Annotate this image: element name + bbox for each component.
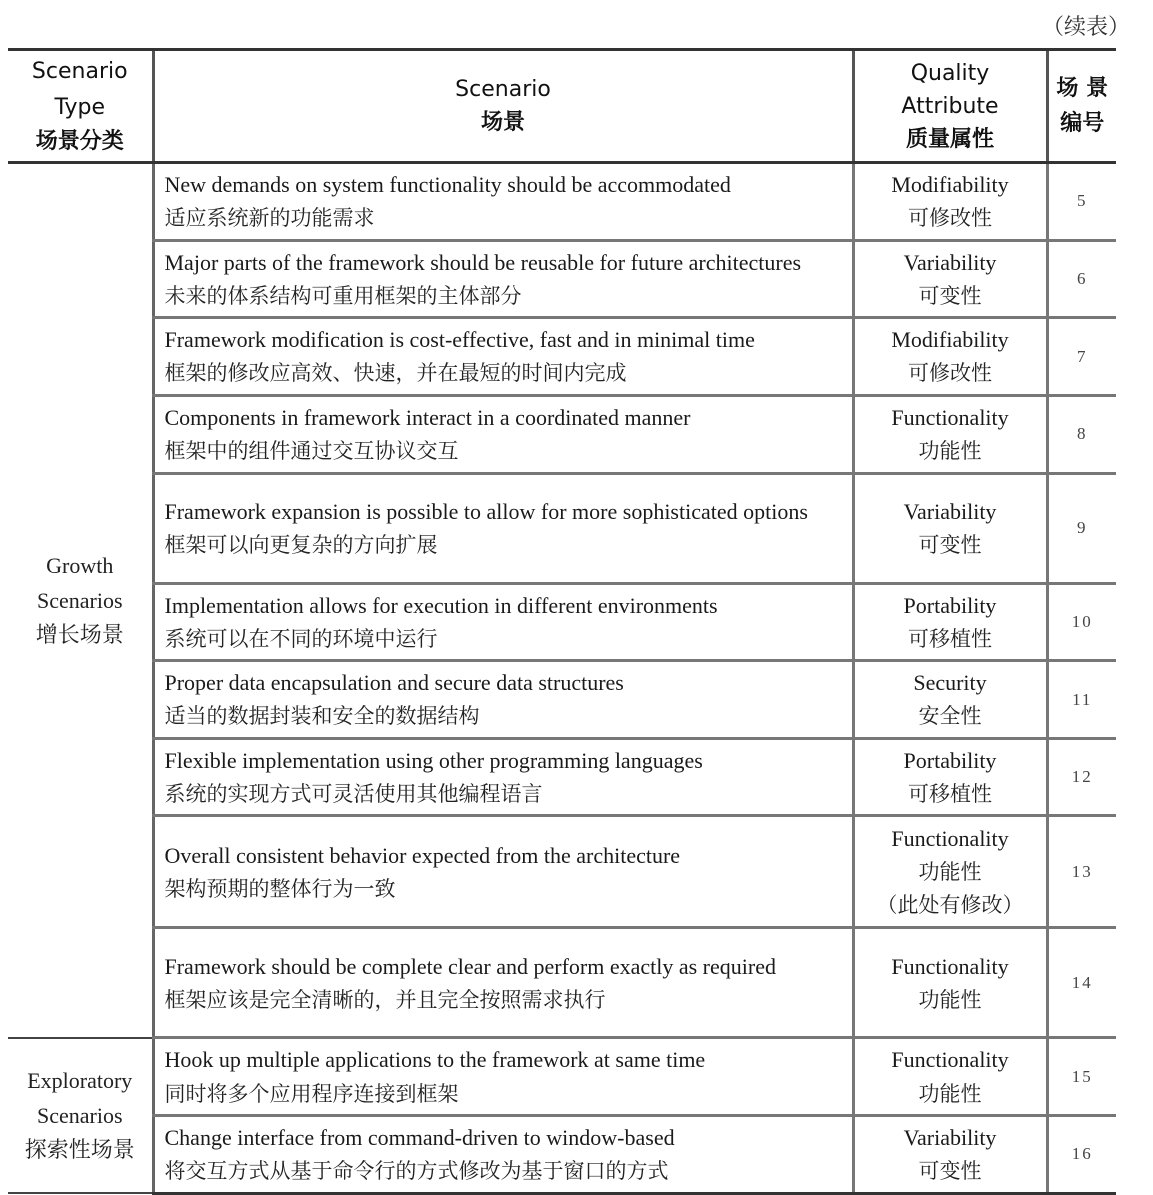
quality-attribute-en: Portability — [903, 747, 997, 773]
scenario-cell — [153, 738, 853, 816]
scenario-type-cell — [8, 163, 153, 1038]
header-scenario-id: 场 景 编号 — [1047, 50, 1116, 163]
scenario-cell — [153, 1038, 853, 1116]
quality-attribute-en: Modifiability — [891, 172, 1009, 197]
quality-attribute-en: Security — [913, 670, 987, 696]
table-body — [8, 163, 1116, 1194]
scenario-id: 16 — [1071, 1144, 1093, 1164]
table-row — [8, 816, 1116, 928]
scenario-id: 8 — [1077, 424, 1088, 444]
quality-attribute-en: Variability — [903, 498, 997, 524]
scenario-id-cell — [1047, 583, 1116, 661]
scenario-id: 14 — [1071, 972, 1093, 992]
table-row — [8, 395, 1116, 473]
scenario-text-zh: 框架可以向更复杂的方向扩展 — [164, 532, 438, 557]
scenario-id: 13 — [1071, 861, 1093, 881]
scenario-text-zh: 适当的数据封装和安全的数据结构 — [164, 704, 480, 729]
scenario-text-en: Framework should be complete clear and perform exactly as required — [164, 953, 776, 979]
quality-attribute-cell — [853, 1038, 1047, 1116]
scenario-id-cell — [1047, 473, 1116, 583]
scenario-type-cell — [8, 1038, 153, 1193]
quality-attribute-zh: 可变性 — [918, 283, 982, 308]
table-row — [8, 318, 1116, 396]
scenario-text-en: Implementation allows for execution in different environments — [164, 592, 718, 618]
quality-attribute-zh: 功能性 — [918, 1081, 982, 1106]
scenario-text-en: Flexible implementation using other programming languages — [164, 747, 703, 773]
quality-attribute-en: Variability — [903, 249, 997, 275]
table-row — [8, 583, 1116, 661]
scenario-text-en: Hook up multiple applications to the framework at same time — [164, 1047, 706, 1073]
scenario-id: 10 — [1071, 611, 1093, 631]
quality-attribute-cell — [853, 816, 1047, 928]
header-scenario: Scenario 场景 — [153, 50, 853, 163]
scenario-text-zh: 未来的体系结构可重用框架的主体部分 — [164, 283, 522, 308]
table-row — [8, 738, 1116, 816]
quality-attribute-zh: 可变性 — [918, 532, 982, 557]
scenario-text-zh: 适应系统新的功能需求 — [164, 206, 375, 231]
scenario-text-en: Proper data encapsulation and secure data structures — [164, 670, 624, 696]
scenario-cell — [153, 583, 853, 661]
quality-attribute-zh: 可移植性 — [908, 781, 992, 806]
quality-attribute-zh: 功能性 — [918, 439, 982, 464]
scenario-cell — [153, 163, 853, 241]
scenario-id: 11 — [1072, 689, 1093, 709]
table-row — [8, 473, 1116, 583]
header-quality-attribute: Quality Attribute 质量属性 — [853, 50, 1047, 163]
quality-attribute-cell — [853, 395, 1047, 473]
scenario-text-en: Framework modification is cost-effective, fast and in minimal time — [164, 327, 755, 353]
scenario-id: 6 — [1077, 268, 1088, 288]
quality-attribute-en: Variability — [903, 1125, 997, 1151]
scenario-cell — [153, 816, 853, 928]
scenario-text-zh: 框架的修改应高效、快速，并在最短的时间内完成 — [164, 361, 627, 386]
table-header — [8, 50, 1116, 163]
scenario-text-en: Major parts of the framework should be reusable for future architectures — [164, 249, 802, 275]
scenario-type-zh: 增长场景 — [35, 623, 124, 649]
quality-attribute-zh: 功能性 — [918, 860, 982, 885]
scenario-id: 9 — [1077, 518, 1088, 538]
scenario-text-zh: 框架中的组件通过交互协议交互 — [164, 439, 459, 464]
quality-attribute-cell — [853, 318, 1047, 396]
scenario-cell — [153, 661, 853, 739]
scenario-id-cell — [1047, 661, 1116, 739]
quality-attribute-en: Portability — [903, 592, 997, 618]
scenario-text-zh: 系统可以在不同的环境中运行 — [164, 626, 438, 651]
scenario-text-en: Framework expansion is possible to allow for more sophisticated options — [164, 498, 808, 524]
quality-attribute-zh: 功能性 — [918, 987, 982, 1012]
scenario-id: 7 — [1077, 346, 1088, 366]
scenario-id-cell — [1047, 738, 1116, 816]
scenario-id: 12 — [1071, 767, 1093, 787]
table-row — [8, 1038, 1116, 1116]
scenario-id-cell — [1047, 395, 1116, 473]
table-row — [8, 661, 1116, 739]
scenario-table — [8, 48, 1116, 1195]
quality-attribute-cell — [853, 928, 1047, 1038]
scenario-cell — [153, 240, 853, 318]
scenario-type-en: Exploratory — [27, 1067, 133, 1093]
scenario-id: 15 — [1071, 1066, 1093, 1086]
quality-attribute-cell — [853, 163, 1047, 241]
scenario-text-en: Components in framework interact in a coordinated manner — [164, 404, 691, 430]
scenario-id-cell — [1047, 928, 1116, 1038]
scenario-text-en: Overall consistent behavior expected from the architecture — [164, 842, 681, 868]
quality-attribute-zh: 安全性 — [918, 704, 982, 729]
quality-attribute-zh: 可修改性 — [908, 206, 992, 231]
scenario-text-zh: 架构预期的整体行为一致 — [164, 876, 396, 901]
quality-attribute-en: Functionality — [891, 1047, 1009, 1073]
table-row — [8, 928, 1116, 1038]
scenario-cell — [153, 928, 853, 1038]
scenario-text-en: Change interface from command-driven to window-based — [164, 1125, 675, 1151]
quality-attribute-zh: 可移植性 — [908, 626, 992, 651]
quality-attribute-zh: 可修改性 — [908, 361, 992, 386]
quality-attribute-cell — [853, 738, 1047, 816]
quality-attribute-en: Functionality — [891, 953, 1009, 979]
scenario-text-zh: 同时将多个应用程序连接到框架 — [164, 1081, 459, 1106]
header-scenario-type: Scenario Type 场景分类 — [8, 50, 153, 163]
scenario-cell — [153, 395, 853, 473]
table-row — [8, 240, 1116, 318]
quality-attribute-en: Functionality — [891, 826, 1009, 852]
quality-attribute-cell — [853, 240, 1047, 318]
scenario-text-en: New demands on system functionality should be accommodated — [164, 172, 731, 197]
quality-attribute-en: Functionality — [891, 404, 1009, 430]
quality-attribute-cell — [853, 583, 1047, 661]
scenario-type-en: Scenarios — [36, 587, 123, 613]
quality-attribute-cell — [853, 661, 1047, 739]
scenario-id-cell — [1047, 163, 1116, 241]
quality-attribute-zh: 可变性 — [918, 1159, 982, 1184]
scenario-id-cell — [1047, 318, 1116, 396]
scenario-id-cell — [1047, 1038, 1116, 1116]
quality-attribute-note: （此处有修改） — [876, 893, 1024, 918]
quality-attribute-en: Modifiability — [891, 327, 1009, 353]
scenario-text-zh: 将交互方式从基于命令行的方式修改为基于窗口的方式 — [164, 1159, 669, 1184]
continued-label: （续表） — [1042, 15, 1131, 40]
scenario-type-en: Scenarios — [36, 1103, 123, 1129]
quality-attribute-cell — [853, 473, 1047, 583]
scenario-cell — [153, 473, 853, 583]
scenario-id-cell — [1047, 816, 1116, 928]
scenario-text-zh: 框架应该是完全清晰的，并且完全按照需求执行 — [164, 987, 606, 1012]
scenario-cell — [153, 318, 853, 396]
scenario-type-zh: 探索性场景 — [24, 1138, 135, 1164]
scenario-id: 5 — [1077, 191, 1088, 211]
scenario-type-en: Growth — [46, 552, 114, 578]
table-row — [8, 163, 1116, 241]
scenario-id-cell — [1047, 240, 1116, 318]
scenario-text-zh: 系统的实现方式可灵活使用其他编程语言 — [164, 781, 543, 806]
